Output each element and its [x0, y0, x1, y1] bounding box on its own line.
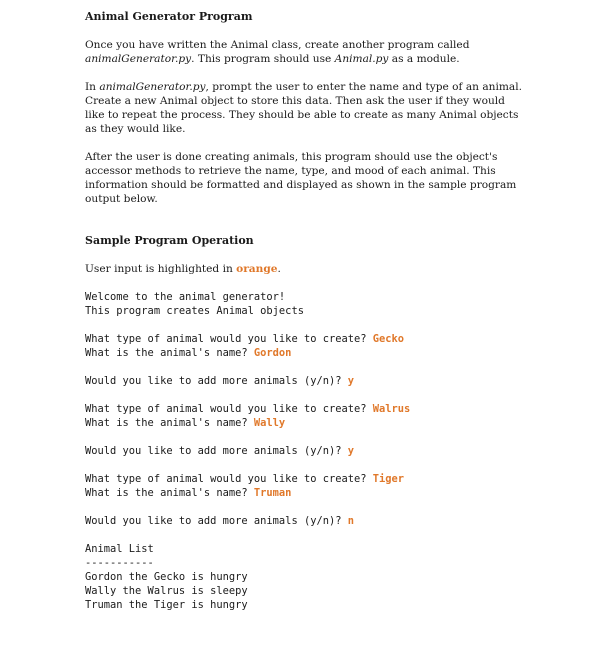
prompt-text-1: In — [85, 81, 100, 93]
more-prompt: Would you like to add more animals (y/n)? — [85, 375, 348, 387]
animal-list-item: Gordon the Gecko is hungry — [85, 571, 248, 583]
user-input-more: n — [347, 515, 355, 527]
type-prompt-line — [85, 472, 525, 486]
welcome-line-2: This program creates Animal objects — [85, 305, 304, 317]
sample-output — [85, 290, 525, 612]
user-input-name: Gordon — [253, 347, 292, 359]
welcome-line-1: Welcome to the animal generator! — [85, 291, 286, 303]
prompt-paragraph — [85, 80, 525, 136]
name-prompt: What is the animal's name? — [85, 347, 254, 359]
animal-list-title: Animal List — [85, 543, 154, 555]
user-input-type: Walrus — [372, 403, 411, 415]
name-prompt-line — [85, 416, 525, 430]
user-input-more: y — [347, 445, 355, 457]
type-prompt-line — [85, 402, 525, 416]
filename-animal-generator-2: animalGenerator.py — [99, 81, 206, 93]
intro-text-2: . This program should use — [191, 53, 335, 65]
intro-paragraph — [85, 38, 525, 66]
more-prompt-line — [85, 444, 525, 458]
highlight-note — [85, 262, 525, 276]
user-input-type: Tiger — [372, 473, 405, 485]
output-paragraph: After the user is done creating animals, this program should use the object's accessor methods to retrieve the name, type, and mood of each animal. This information should be formatted and displayed as shown in the sample program output below. — [85, 151, 517, 205]
more-prompt: Would you like to add more animals (y/n)? — [85, 515, 348, 527]
highlight-note-text: User input is highlighted in — [85, 263, 237, 275]
sample-heading: Sample Program Operation — [85, 234, 254, 247]
filename-animal-module: Animal.py — [334, 53, 389, 65]
highlight-note-end: . — [277, 263, 281, 275]
user-input-type: Gecko — [372, 333, 405, 345]
name-prompt-line — [85, 486, 525, 500]
document-title: Animal Generator Program — [85, 10, 253, 23]
animal-list-item: Truman the Tiger is hungry — [85, 599, 248, 611]
animal-list-item: Wally the Walrus is sleepy — [85, 585, 248, 597]
user-input-more: y — [347, 375, 355, 387]
name-prompt-line — [85, 346, 525, 360]
user-input-name: Truman — [253, 487, 292, 499]
user-input-name: Wally — [253, 417, 286, 429]
document-page — [85, 10, 525, 612]
type-prompt: What type of animal would you like to create? — [85, 473, 373, 485]
type-prompt: What type of animal would you like to create? — [85, 333, 373, 345]
name-prompt: What is the animal's name? — [85, 487, 254, 499]
type-prompt: What type of animal would you like to create? — [85, 403, 373, 415]
intro-text-1: Once you have written the Animal class, create another program called — [85, 39, 470, 51]
animal-list-rule: ----------- — [85, 557, 154, 569]
more-prompt-line — [85, 514, 525, 528]
prompt-text-2: , prompt the user to enter the name and type of an animal. Create a new Animal object to store this data. Then ask the user if they would like to repeat the process. They should be able to create as many Animal objects as they would like. — [85, 81, 522, 135]
more-prompt-line — [85, 374, 525, 388]
name-prompt: What is the animal's name? — [85, 417, 254, 429]
more-prompt: Would you like to add more animals (y/n)? — [85, 445, 348, 457]
intro-text-3: as a module. — [388, 53, 460, 65]
filename-animal-generator: animalGenerator.py — [85, 53, 192, 65]
highlight-color-word: orange — [236, 263, 278, 275]
type-prompt-line — [85, 332, 525, 346]
